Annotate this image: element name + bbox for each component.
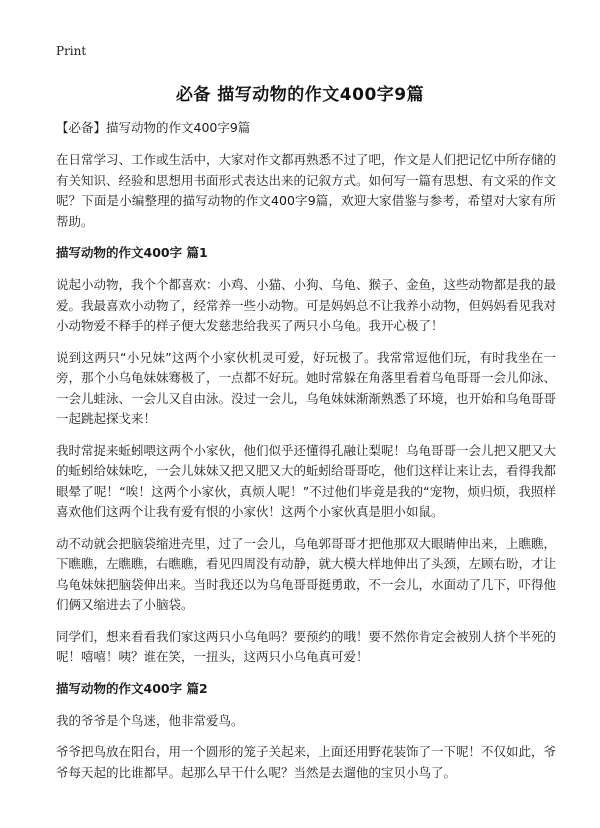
document-subtitle: 【必备】描写动物的作文400字9篇 (56, 120, 251, 135)
paragraph: 同学们，想来看看我们家这两只小乌龟吗？要预约的哦！要不然你肯定会被别人挤个半死的呢！嘻嘻！咦？谁在笑，一扭头，这两只小乌龟真可爱！ (56, 628, 557, 664)
paragraph: 我时常捉来蚯蚓喂这两个小家伙，他们似乎还懂得孔融让梨呢！乌龟哥哥一会儿把又肥又大的蚯蚓给妹妹吃，一会儿妹妹又把又肥又大的蚯蚓给哥哥吃，他们这样让来让去，看得我都眼晕了呢！“唉！这两个小家伙，真烦人呢！”不过他们毕竟是我的“宠物，烦归烦，我照样喜欢他们这两个让我有爱有恨的小家伙！这两个小家伙真是胆小如鼠。 (56, 442, 557, 519)
paragraph: 说起小动物，我个个都喜欢：小鸡、小猫、小狗、乌龟、猴子、金鱼，这些动物都是我的最爱。我最喜欢小动物了，经常养一些小动物。可是妈妈总不让我养小动物，但妈妈看见我对小动物爱不释手的样子便大发慈悲给我买了两只小乌龟。我开心极了！ (56, 277, 557, 333)
paragraph: 爷爷把鸟放在阳台，用一个圆形的笼子关起来，上面还用野花装饰了一下呢！不仅如此，爷爷每天起的比谁都早。起那么早干什么呢？当然是去遛他的宝贝小鸟了。 (56, 744, 557, 780)
print-label: Print (56, 44, 87, 58)
document-body (56, 118, 556, 794)
section-2 (56, 679, 556, 784)
section-heading: 描写动物的作文400字 篇1 (56, 245, 208, 260)
intro-paragraph: 在日常学习、工作或生活中，大家对作文都再熟悉不过了吧，作文是人们把记忆中所存储的有关知识、经验和思想用书面形式表达出来的记叙方式。如何写一篇有思想、有文采的作文呢？下面是小编整理的描写动物的作文400字9篇，欢迎大家借鉴与参考，希望对大家有所帮助。 (56, 152, 557, 229)
section-heading: 描写动物的作文400字 篇2 (56, 680, 208, 696)
paragraph: 动不动就会把脑袋缩进壳里，过了一会儿，乌龟郭哥哥才把他那双大眼睛伸出来，上瞧瞧，下瞧瞧，左瞧瞧，右瞧瞧，看见四周没有动静，就大模大样地伸出了头颈，左顾右盼，才让乌龟妹妹把脑袋伸出来。当时我还以为乌龟哥哥挺勇敢，不一会儿，水面动了几下，吓得他们俩又缩进去了小脑袋。 (56, 535, 557, 612)
paragraph: 说到这两只“小兄妹”这两个小家伙机灵可爱，好玩极了。我常常逗他们玩，有时我坐在一旁，那个小乌龟妹妹骞极了，一点都不好玩。她时常躲在角落里看着乌龟哥哥一会儿仰泳、一会儿蛙泳、一会儿又自由泳。没过一会儿，乌龟妹妹渐渐熟悉了环境，也开始和乌龟哥哥一起跳起探戈来！ (56, 349, 557, 426)
section-1 (56, 243, 556, 668)
paragraph: 我的爷爷是个鸟迷，他非常爱鸟。 (56, 712, 244, 728)
page-title: 必备 描写动物的作文400字9篇 (175, 85, 425, 105)
